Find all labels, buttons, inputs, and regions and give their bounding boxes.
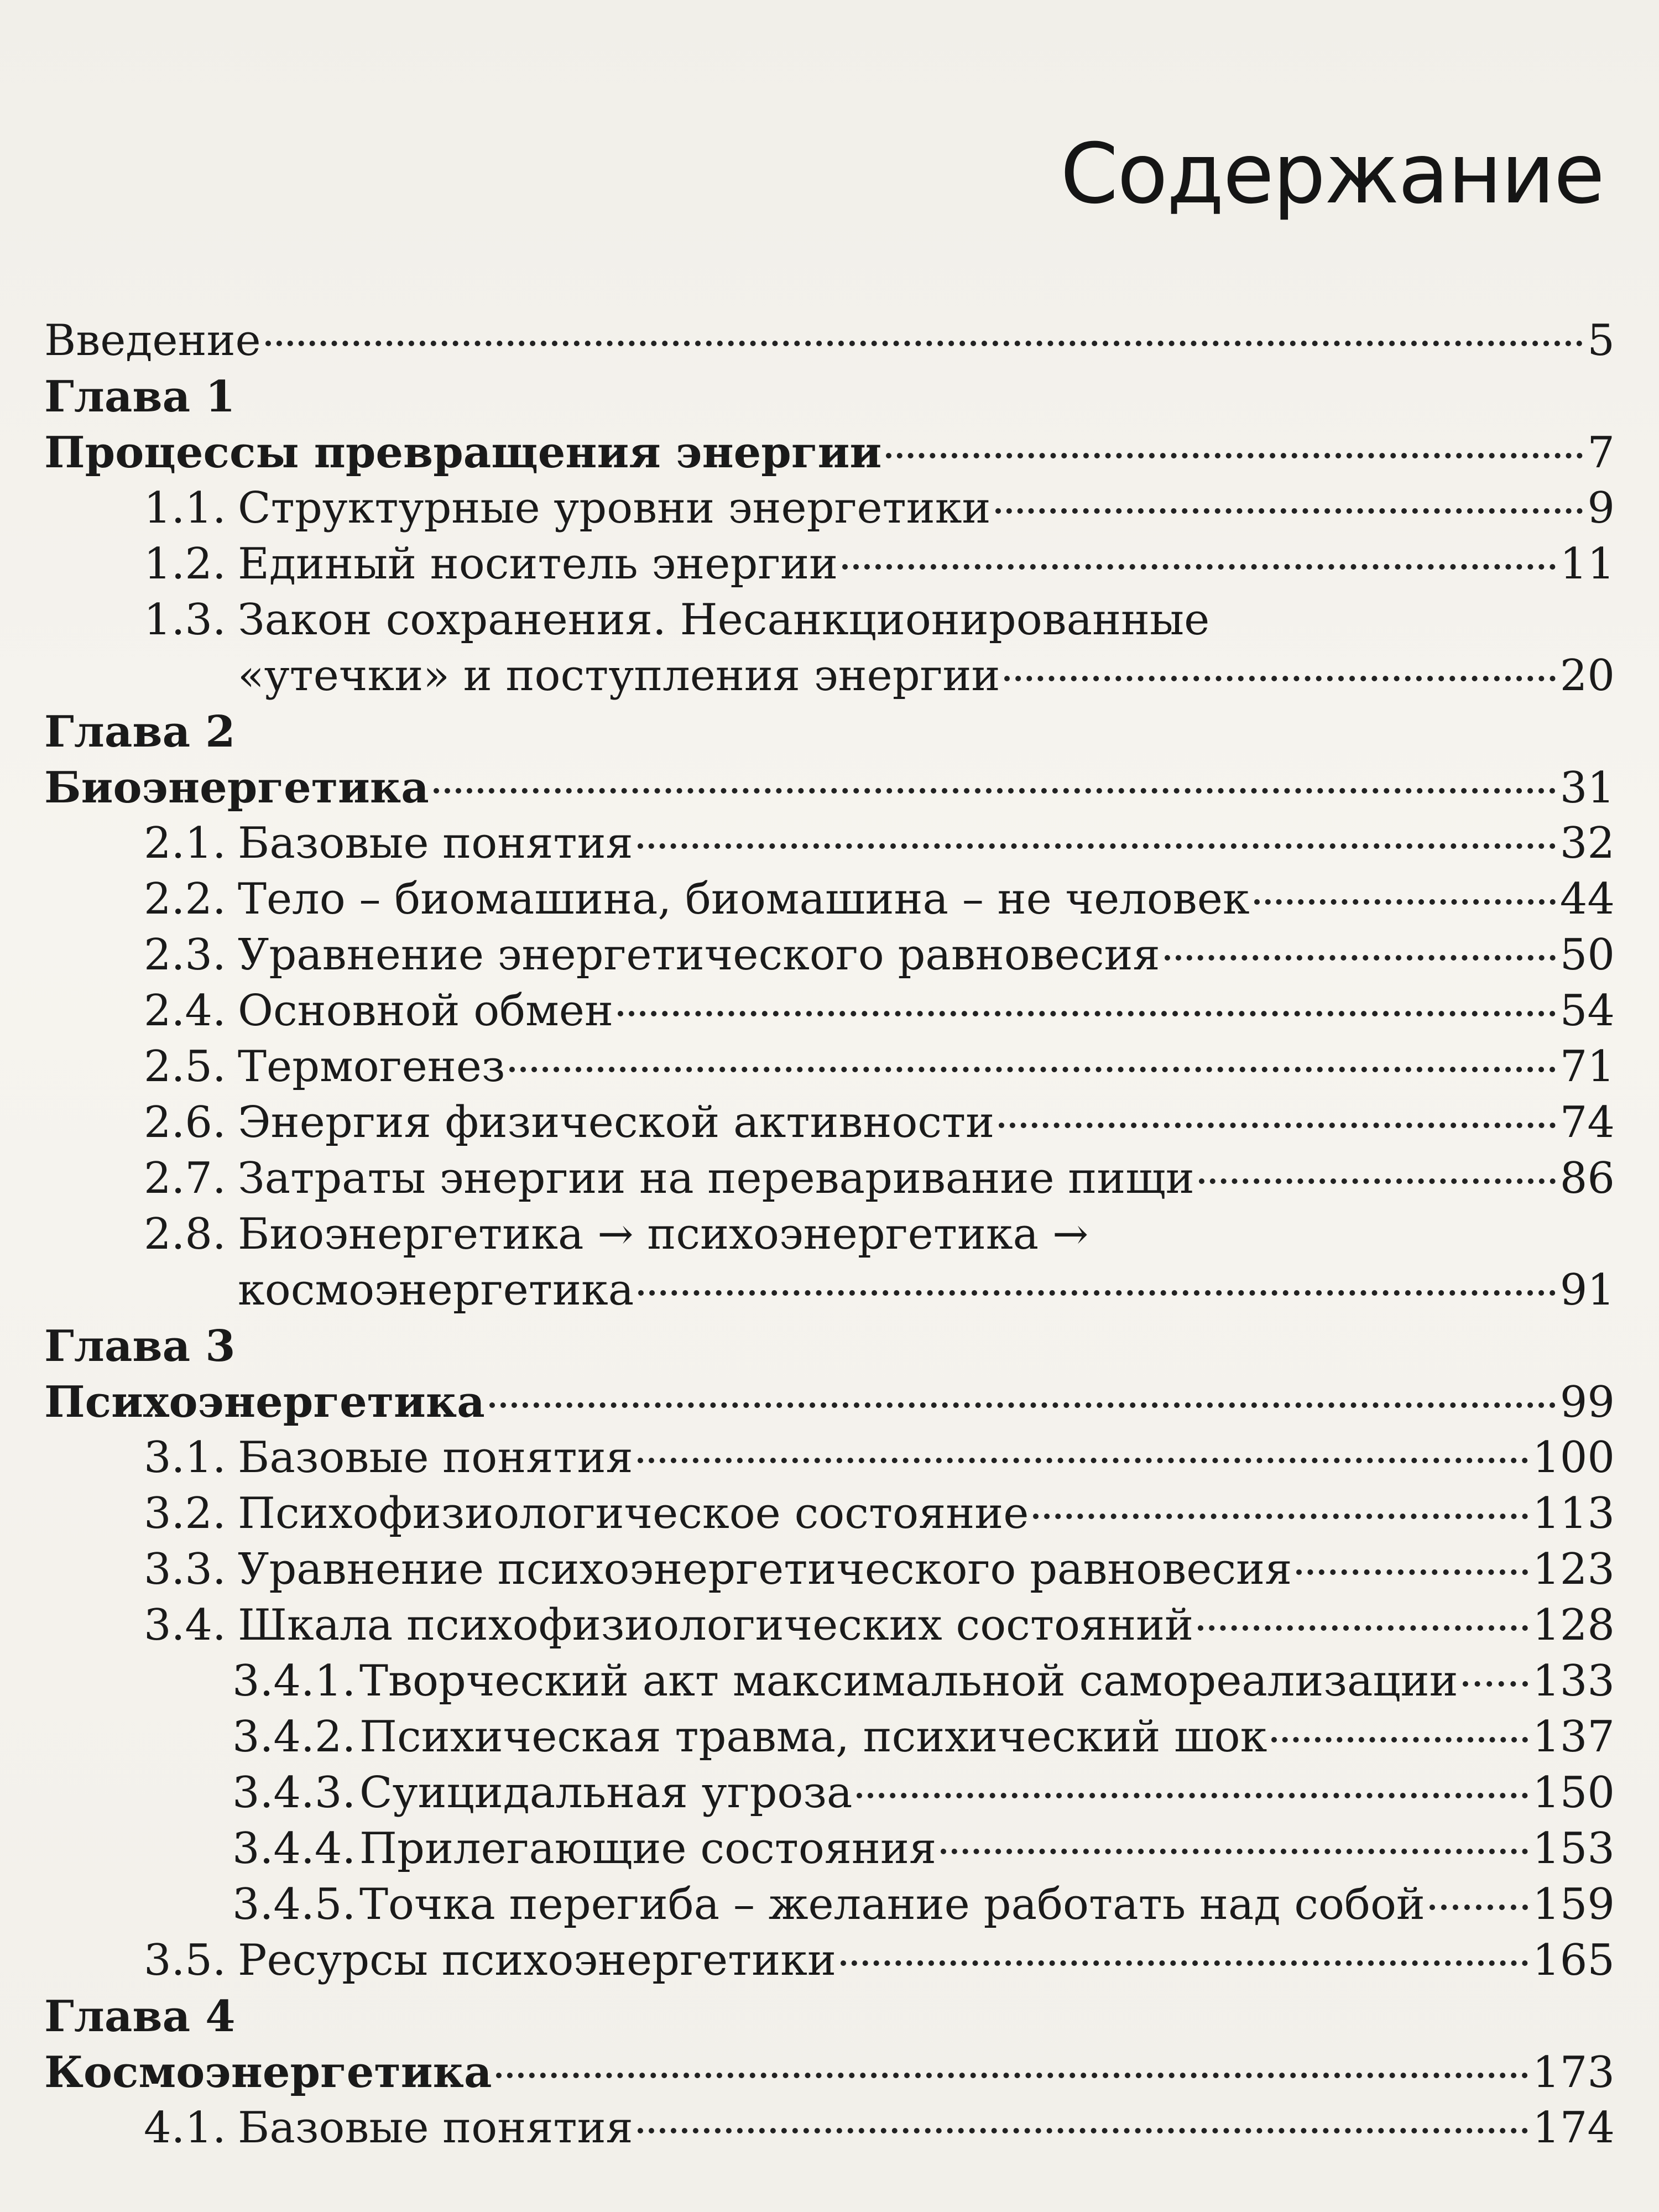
dot-leader [265, 341, 1583, 346]
toc-entry [44, 1709, 1615, 1765]
toc-entry-label: Уравнение энергетического равновесия [238, 930, 1160, 980]
toc-entry-number: 3.2. [144, 1489, 226, 1538]
toc-entry [44, 1430, 1615, 1486]
toc-entry-label: Энергия физической активности [238, 1098, 995, 1147]
toc-entry-label: Суицидальная угроза [359, 1768, 853, 1818]
dot-leader [841, 1960, 1528, 1966]
toc-entry-number: 2.8. [144, 1209, 226, 1259]
toc-entry-label: Основной обмен [238, 986, 613, 1036]
toc-entry-number: 3.4.1. [232, 1656, 356, 1706]
dot-leader [1033, 1514, 1528, 1519]
toc-entry [44, 927, 1615, 983]
toc-entry [44, 1821, 1615, 1877]
toc-entry [44, 1877, 1615, 1933]
table-of-contents [44, 313, 1615, 2156]
toc-entry-number: 3.4.2. [232, 1712, 356, 1762]
toc-entry [44, 425, 1615, 481]
dot-leader [941, 1849, 1528, 1854]
toc-entry-page: 100 [1532, 1433, 1615, 1483]
toc-entry-page: 7 [1587, 428, 1615, 478]
toc-entry [44, 1095, 1615, 1151]
toc-entry-label: Уравнение психоэнергетического равновесия [238, 1545, 1292, 1594]
toc-entry [44, 481, 1615, 536]
toc-entry [44, 1486, 1615, 1542]
toc-entry-label: Базовые понятия [238, 818, 633, 868]
toc-entry-number: 3.4. [144, 1600, 226, 1650]
toc-entry-label: Введение [44, 316, 261, 366]
toc-entry-page: 150 [1532, 1768, 1615, 1818]
toc-entry-label: Структурные уровни энергетики [238, 483, 991, 533]
toc-entry-label: Биоэнергетика [44, 763, 429, 813]
toc-entry-label: Психофизиологическое состояние [238, 1489, 1029, 1538]
dot-leader [434, 788, 1556, 794]
toc-entry [44, 2044, 1615, 2100]
toc-entry-number: 2.3. [144, 930, 226, 980]
toc-entry-page: 32 [1559, 818, 1615, 868]
toc-entry-number: 2.2. [144, 874, 226, 924]
toc-entry-number: 2.5. [144, 1042, 226, 1092]
toc-entry-page: 91 [1559, 1265, 1615, 1315]
chapter-heading [44, 1318, 1615, 1374]
toc-entry [44, 1765, 1615, 1821]
dot-leader [1198, 1625, 1528, 1631]
chapter-heading-label: Глава 2 [44, 707, 236, 757]
toc-entry-page: 153 [1532, 1824, 1615, 1874]
toc-entry-number: 1.2. [144, 539, 226, 589]
toc-entry-page: 173 [1532, 2048, 1615, 2098]
toc-entry [44, 592, 1615, 648]
dot-leader [1199, 1178, 1556, 1184]
toc-entry-number: 2.4. [144, 986, 226, 1036]
toc-entry-label: Прилегающие состояния [359, 1824, 937, 1874]
dot-leader [638, 2128, 1528, 2133]
toc-entry-number: 3.4.3. [232, 1768, 356, 1818]
toc-entry-label: Тело – биомашина, биомашина – не человек [238, 874, 1250, 924]
toc-entry-number: 4.1. [144, 2103, 226, 2153]
toc-entry-number: 3.3. [144, 1545, 226, 1594]
dot-leader [1296, 1569, 1528, 1575]
dot-leader [638, 1290, 1556, 1296]
toc-entry [44, 1598, 1615, 1653]
toc-entry-page: 5 [1587, 316, 1615, 366]
toc-entry [44, 1039, 1615, 1095]
toc-entry-page: 74 [1559, 1098, 1615, 1147]
toc-entry [44, 1207, 1615, 1262]
dot-leader [857, 1793, 1528, 1798]
toc-entry-number: 3.5. [144, 1936, 226, 1985]
chapter-heading-label: Глава 3 [44, 1321, 236, 1371]
dot-leader [618, 1011, 1556, 1016]
dot-leader [496, 2073, 1528, 2078]
toc-entry [44, 2100, 1615, 2156]
toc-entry [44, 1262, 1615, 1318]
chapter-heading [44, 369, 1615, 425]
toc-entry-label: Точка перегиба – желание работать над собой [359, 1880, 1425, 1929]
chapter-heading-label: Глава 1 [44, 372, 236, 422]
toc-entry-page: 99 [1559, 1378, 1615, 1427]
toc-entry-label: «утечки» и поступления энергии [238, 651, 1000, 701]
toc-entry-number: 2.7. [144, 1154, 226, 1203]
chapter-heading [44, 1989, 1615, 2044]
chapter-heading-label: Глава 4 [44, 1991, 236, 2042]
toc-entry-label: Шкала психофизиологических состояний [238, 1600, 1194, 1650]
dot-leader [995, 508, 1583, 514]
toc-entry-label: Закон сохранения. Несанкционированные [238, 595, 1210, 645]
toc-entry-label: Творческий акт максимальной самореализации [359, 1656, 1458, 1706]
toc-entry-label: Базовые понятия [238, 1433, 633, 1483]
toc-entry [44, 648, 1615, 704]
page-title: Содержание [1060, 126, 1604, 222]
toc-entry [44, 1933, 1615, 1989]
toc-entry-page: 54 [1559, 986, 1615, 1036]
toc-entry-number: 2.6. [144, 1098, 226, 1147]
toc-entry-number: 1.3. [144, 595, 226, 645]
toc-entry-page: 123 [1532, 1545, 1615, 1594]
toc-entry-page: 11 [1559, 539, 1615, 589]
toc-entry [44, 313, 1615, 369]
dot-leader [1271, 1737, 1528, 1743]
toc-entry-page: 86 [1559, 1154, 1615, 1203]
toc-entry-label: Ресурсы психоэнергетики [238, 1936, 836, 1985]
toc-entry [44, 872, 1615, 927]
dot-leader [638, 843, 1556, 849]
toc-entry-page: 133 [1532, 1656, 1615, 1706]
toc-entry-page: 174 [1532, 2103, 1615, 2153]
toc-entry-page: 20 [1559, 651, 1615, 701]
toc-entry [44, 760, 1615, 816]
toc-entry-page: 113 [1532, 1489, 1615, 1538]
toc-entry [44, 1653, 1615, 1709]
toc-entry-number: 2.1. [144, 818, 226, 868]
dot-leader [489, 1402, 1556, 1408]
dot-leader [1165, 955, 1556, 961]
toc-entry-label: Затраты энергии на переваривание пищи [238, 1154, 1194, 1203]
toc-entry-label: Биоэнергетика → психоэнергетика → [238, 1209, 1089, 1259]
dot-leader [509, 1067, 1555, 1072]
toc-entry [44, 1374, 1615, 1430]
toc-entry-number: 1.1. [144, 483, 226, 533]
toc-entry-page: 9 [1587, 483, 1615, 533]
dot-leader [1430, 1905, 1528, 1910]
dot-leader [842, 564, 1556, 570]
toc-entry-label: Единый носитель энергии [238, 539, 838, 589]
dot-leader [1004, 676, 1555, 681]
dot-leader [999, 1123, 1556, 1128]
toc-entry-label: Психическая травма, психический шок [359, 1712, 1267, 1762]
toc-entry-page: 128 [1532, 1600, 1615, 1650]
toc-entry-page: 137 [1532, 1712, 1615, 1762]
toc-entry-number: 3.4.4. [232, 1824, 356, 1874]
dot-leader [886, 453, 1583, 458]
toc-entry-page: 159 [1532, 1880, 1615, 1929]
toc-entry-label: Психоэнергетика [44, 1377, 485, 1427]
chapter-heading [44, 704, 1615, 760]
toc-entry-label: Процессы превращения энергии [44, 427, 882, 478]
toc-entry [44, 1151, 1615, 1207]
toc-entry-page: 71 [1559, 1042, 1615, 1092]
toc-entry [44, 536, 1615, 592]
toc-entry-number: 3.4.5. [232, 1880, 356, 1929]
toc-entry-label: Космоэнергетика [44, 2047, 492, 2098]
toc-entry-label: космоэнергетика [238, 1265, 634, 1315]
dot-leader [638, 1458, 1528, 1463]
toc-entry-number: 3.1. [144, 1433, 226, 1483]
dot-leader [1463, 1681, 1528, 1687]
toc-entry-page: 165 [1532, 1936, 1615, 1985]
toc-entry-page: 50 [1559, 930, 1615, 980]
toc-entry-page: 44 [1559, 874, 1615, 924]
toc-entry-page: 31 [1559, 763, 1615, 813]
toc-entry [44, 983, 1615, 1039]
toc-entry [44, 1542, 1615, 1598]
dot-leader [1254, 899, 1556, 905]
toc-entry-label: Термогенез [238, 1042, 505, 1092]
toc-entry [44, 816, 1615, 872]
toc-entry-label: Базовые понятия [238, 2103, 633, 2153]
